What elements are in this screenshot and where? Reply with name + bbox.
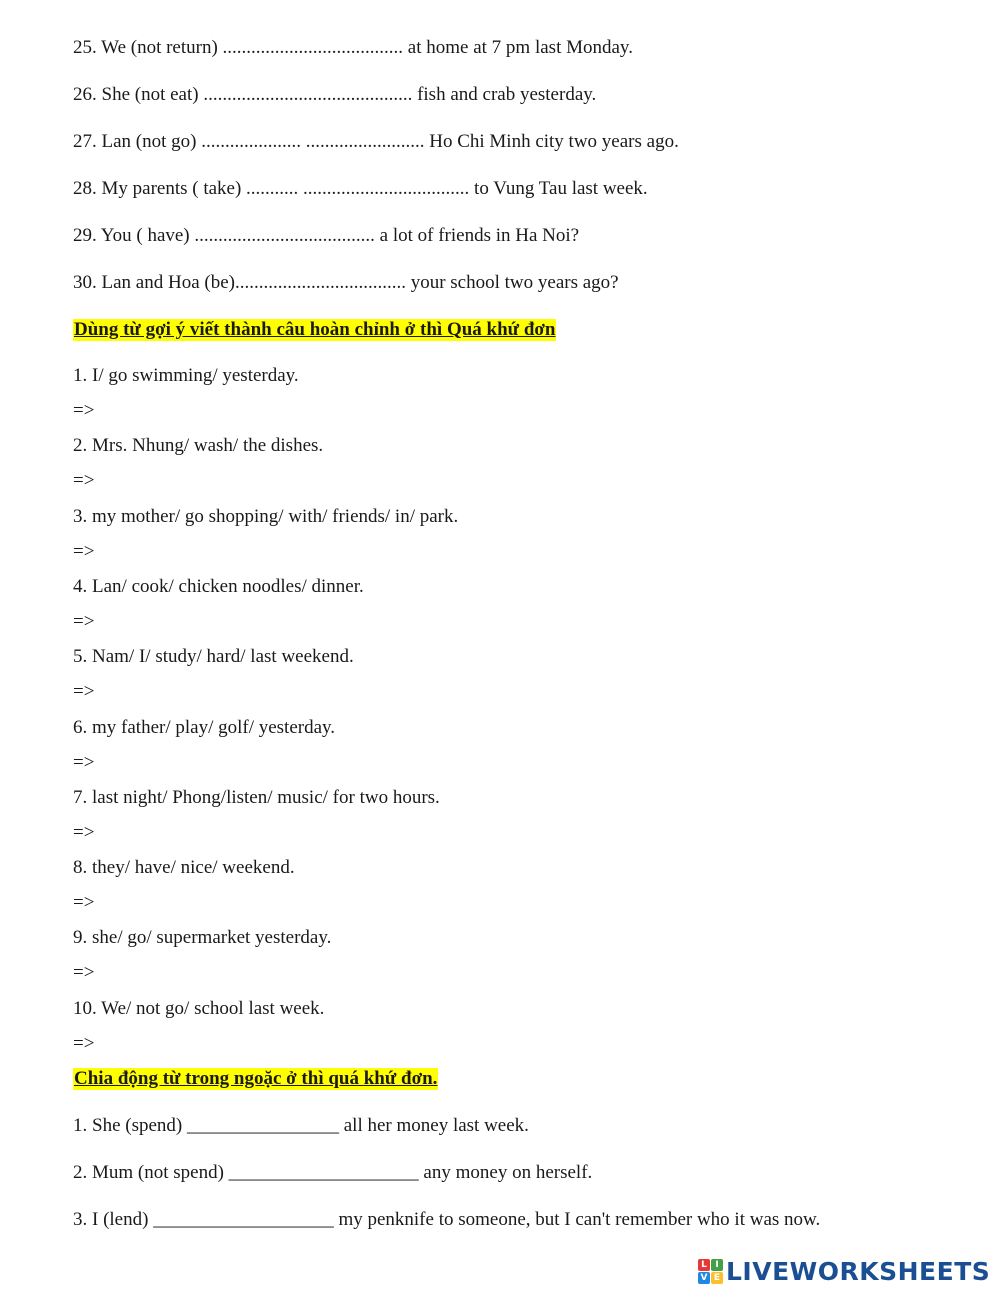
- exercise-item: 26. She (not eat) ............................................ fish and crab yesterday.: [73, 84, 597, 105]
- logo-letter: E: [711, 1272, 723, 1284]
- prompt-item: 5. Nam/ I/ study/ hard/ last weekend.: [73, 646, 354, 667]
- section-heading-sentence-building: Dùng từ gợi ý viết thành câu hoàn chỉnh ở thì Quá khứ đơn: [74, 319, 556, 340]
- prompt-item: 3. my mother/ go shopping/ with/ friends/ in/ park.: [73, 506, 459, 527]
- answer-arrow[interactable]: =>: [73, 752, 95, 773]
- prompt-item: 4. Lan/ cook/ chicken noodles/ dinner.: [73, 576, 364, 597]
- liveworksheets-logo-text: LIVEWORKSHEETS: [726, 1256, 991, 1286]
- answer-arrow[interactable]: =>: [73, 681, 95, 702]
- logo-letter: L: [698, 1259, 710, 1271]
- exercise-item: 27. Lan (not go) ..................... ......................... Ho Chi Minh city two years ago.: [73, 131, 679, 152]
- answer-arrow[interactable]: =>: [73, 822, 95, 843]
- exercise-item: 1. She (spend) ________________ all her money last week.: [73, 1115, 529, 1136]
- answer-arrow[interactable]: =>: [73, 1033, 95, 1054]
- exercise-item: 29. You ( have) ...................................... a lot of friends in Ha Noi?: [73, 225, 580, 246]
- answer-arrow[interactable]: =>: [73, 400, 95, 421]
- prompt-item: 9. she/ go/ supermarket yesterday.: [73, 927, 332, 948]
- exercise-item: 28. My parents ( take) ........... ................................... to Vung Tau last week.: [73, 178, 648, 199]
- prompt-item: 1. I/ go swimming/ yesterday.: [73, 365, 299, 386]
- answer-arrow[interactable]: =>: [73, 470, 95, 491]
- section-heading-verb-conjugation: Chia động từ trong ngoặc ở thì quá khứ đơn.: [74, 1068, 438, 1089]
- answer-arrow[interactable]: =>: [73, 962, 95, 983]
- prompt-item: 2. Mrs. Nhung/ wash/ the dishes.: [73, 435, 324, 456]
- prompt-item: 8. they/ have/ nice/ weekend.: [73, 857, 295, 878]
- logo-letter: I: [711, 1259, 723, 1271]
- prompt-item: 6. my father/ play/ golf/ yesterday.: [73, 717, 336, 738]
- liveworksheets-logo: [698, 1256, 990, 1286]
- answer-arrow[interactable]: =>: [73, 892, 95, 913]
- liveworksheets-logo-icon: [698, 1259, 723, 1284]
- prompt-item: 7. last night/ Phong/listen/ music/ for two hours.: [73, 787, 440, 808]
- exercise-item: 30. Lan and Hoa (be).................................... your school two years ago?: [73, 272, 619, 293]
- logo-letter: V: [698, 1272, 710, 1284]
- exercise-item: 2. Mum (not spend) ____________________ any money on herself.: [73, 1162, 593, 1183]
- prompt-item: 10. We/ not go/ school last week.: [73, 998, 325, 1019]
- answer-arrow[interactable]: =>: [73, 541, 95, 562]
- answer-arrow[interactable]: =>: [73, 611, 95, 632]
- exercise-item: 25. We (not return) ...................................... at home at 7 pm last Monday.: [73, 37, 633, 58]
- exercise-item: 3. I (lend) ___________________ my penknife to someone, but I can't remember who it was now.: [73, 1209, 821, 1230]
